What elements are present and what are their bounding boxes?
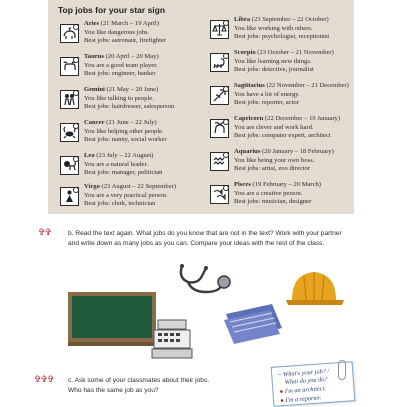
stethoscope-illustration bbox=[176, 262, 238, 298]
bullet-icon: ● bbox=[279, 388, 284, 396]
sign-name: Capricorn bbox=[234, 115, 264, 122]
sign-jobs: Best jobs: reporter, actor bbox=[234, 99, 299, 106]
sign-jobs: Best jobs: astronaut, firefighter bbox=[84, 37, 167, 44]
sign-dates: (19 February – 20 March) bbox=[252, 181, 321, 188]
sign-trait: You are a good team player. bbox=[84, 61, 158, 69]
sign-name: Scorpio bbox=[234, 49, 256, 56]
scales-icon bbox=[210, 20, 229, 39]
exercise-b-instructions: b. Read the text again. What jobs do you know that are not in the text? Work with your partner and write down as many jobs as you can. Compare your ideas with the rest of the class. bbox=[68, 230, 342, 247]
sign-dates: (22 December – 19 January) bbox=[264, 115, 341, 122]
dialogue-answer-2 bbox=[280, 394, 322, 405]
sign-trait: You like helping other people. bbox=[84, 127, 164, 135]
sign-dates: (20 April – 20 May) bbox=[105, 53, 159, 60]
blackboard-illustration bbox=[68, 292, 156, 342]
sign-dates: (23 August – 22 September) bbox=[101, 183, 176, 190]
sign-name: Sagittarius bbox=[234, 82, 265, 89]
sign-virgo bbox=[60, 183, 210, 215]
sign-aquarius bbox=[210, 148, 360, 180]
sign-trait: You like working with others. bbox=[234, 24, 313, 32]
sign-dates: (23 July – 22 August) bbox=[96, 152, 154, 159]
scorpion-icon bbox=[210, 53, 229, 72]
file-folders-illustration bbox=[220, 300, 288, 346]
bull-icon bbox=[60, 57, 79, 76]
sign-dates: (23 October – 21 November) bbox=[257, 49, 334, 56]
sign-jobs: Best jobs: artist, zoo director bbox=[234, 165, 310, 172]
sign-name: Taurus bbox=[84, 53, 104, 60]
sign-name: Pisces bbox=[234, 181, 251, 188]
twins-icon bbox=[60, 90, 79, 109]
sign-jobs: Best jobs: detective, journalist bbox=[234, 66, 314, 73]
sign-dates: (23 September – 22 October) bbox=[251, 16, 329, 23]
crab-icon bbox=[60, 123, 79, 142]
sign-trait: You are a very practical person. bbox=[84, 191, 168, 199]
sign-trait: You like talking to people. bbox=[84, 94, 154, 102]
sign-aries bbox=[60, 20, 210, 52]
goat-icon bbox=[210, 119, 229, 138]
pair-work-icon: ✞✞ bbox=[38, 228, 52, 238]
dialogue-answer-1-text: I'm an architect. bbox=[284, 385, 327, 395]
sign-name: Aquarius bbox=[234, 148, 261, 155]
sign-dates: (20 January – 18 February) bbox=[262, 148, 334, 155]
panel-title: Top jobs for your star sign bbox=[58, 5, 166, 15]
sign-scorpio bbox=[210, 49, 360, 81]
sign-jobs: Best jobs: clerk, technician bbox=[84, 200, 156, 207]
sign-trait: You like being your own boss. bbox=[234, 156, 315, 164]
hard-hat-illustration bbox=[284, 266, 346, 310]
dialogue-question-1: – What's your job? / bbox=[278, 367, 330, 379]
sign-gemini bbox=[60, 86, 210, 118]
sign-cancer bbox=[60, 119, 210, 151]
exercise-c-line-1: c. Ask some of your classmates about their jobs. bbox=[68, 377, 210, 384]
sign-jobs: Best jobs: hairdresser, salesperson bbox=[84, 103, 175, 110]
sign-trait: You are a creative person. bbox=[234, 189, 303, 197]
sign-jobs: Best jobs: psychologist, receptionist bbox=[234, 33, 330, 40]
sign-jobs: Best jobs: musician, designer bbox=[234, 198, 312, 205]
sign-trait: You are a natural leader. bbox=[84, 160, 148, 168]
sign-pisces bbox=[210, 181, 360, 213]
dialogue-answer-2-text: I'm a reporter. bbox=[285, 394, 322, 404]
virgin-icon bbox=[60, 187, 79, 206]
sign-leo bbox=[60, 152, 210, 184]
sign-capricorn bbox=[210, 115, 360, 147]
fish-icon bbox=[210, 185, 229, 204]
sign-name: Gemini bbox=[84, 86, 105, 93]
sign-trait: You like dangerous jobs. bbox=[84, 28, 150, 36]
sign-name: Aries bbox=[84, 20, 100, 27]
lion-icon bbox=[60, 156, 79, 175]
sign-libra bbox=[210, 16, 360, 48]
sign-dates: (21 June – 22 July) bbox=[106, 119, 157, 126]
ram-icon bbox=[60, 24, 79, 43]
sign-jobs: Best jobs: manager, politician bbox=[84, 169, 163, 176]
sign-name: Leo bbox=[84, 152, 95, 159]
sign-name: Virgo bbox=[84, 183, 100, 190]
sign-trait: You are clever and work hard. bbox=[234, 123, 314, 131]
sign-sagittarius bbox=[210, 82, 360, 114]
sign-name: Cancer bbox=[84, 119, 105, 126]
exercise-c-line-2: Who has the same job as you? bbox=[68, 387, 159, 394]
sign-jobs: Best jobs: nanny, social worker bbox=[84, 136, 167, 143]
bullet-icon: ● bbox=[279, 397, 285, 405]
sign-dates: (22 November – 21 December) bbox=[266, 82, 349, 89]
sign-dates: (21 May – 20 June) bbox=[106, 86, 159, 93]
water-bearer-icon bbox=[210, 152, 229, 171]
sign-jobs: Best jobs: computer expert, architect bbox=[234, 132, 331, 139]
sign-jobs: Best jobs: engineer, banker bbox=[84, 70, 156, 77]
dialogue-question-2: What do you do? bbox=[284, 375, 328, 386]
sign-name: Libra bbox=[234, 16, 251, 23]
group-work-icon: ✞✞✞ bbox=[34, 375, 54, 385]
exercise-c-instructions bbox=[68, 376, 238, 396]
archer-icon bbox=[210, 86, 229, 105]
sign-trait: You like learning new things. bbox=[234, 57, 312, 65]
cash-register-illustration bbox=[150, 318, 194, 360]
sign-taurus bbox=[60, 53, 210, 85]
paper-clip-icon bbox=[338, 360, 346, 380]
sign-dates: (21 March – 19 April) bbox=[100, 20, 159, 27]
sign-trait: You have a lot of energy. bbox=[234, 90, 300, 98]
